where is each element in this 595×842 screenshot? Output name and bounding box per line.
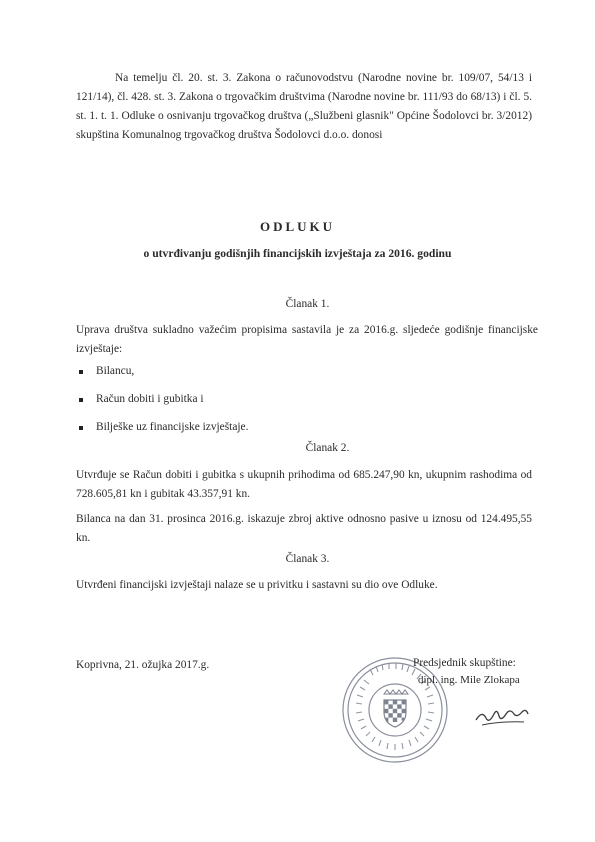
- signatory-name: dipl. ing. Mile Zlokapa: [418, 674, 520, 686]
- article-1-text: Uprava društva sukladno važećim propisima sastavila je za 2016.g. sljedeće godišnje financijske izvještaje:: [76, 324, 538, 355]
- document-title: ODLUKU: [259, 219, 336, 234]
- list-item: [76, 362, 248, 390]
- place-date: Koprivna, 21. ožujka 2017.g.: [76, 659, 210, 671]
- document-subtitle: o utvrđivanju godišnjih financijskih izvještaja za 2016. godinu: [143, 247, 452, 260]
- list-item-label: Bilješke uz financijske izvještaje.: [96, 421, 249, 433]
- article-3-heading: Članak 3.: [285, 553, 330, 565]
- article-2-paragraph-1: Utvrđuje se Račun dobiti i gubitka s ukupnih prihodima od 685.247,90 kn, ukupnim rashodima od 728.605,81 kn i gubitak 43.357,91 kn.: [76, 469, 532, 500]
- signatory-title: Predsjednik skupštine:: [413, 657, 516, 669]
- list-item-label: Bilancu,: [96, 365, 135, 377]
- intro-paragraph: Na temelju čl. 20. st. 3. Zakona o računovodstvu (Narodne novine br. 109/07, 54/13 i 121/14), čl. 428. st. 3. Zakona o trgovačkim društvima (Narodne novine br. 111/93 do 68/13) i čl. 5. st. 1. t. 1. Odluke o osnivanju trgovačkog društva („Službeni glasnik" Općine Šodolovci br. 3/2012) skupština Komunalnog trgovačkog društva Šodolovci d.o.o. donosi: [76, 72, 532, 141]
- bullet-icon: [79, 426, 83, 430]
- article-2-paragraph-2: Bilanca na dan 31. prosinca 2016.g. iskazuje zbroj aktive odnosno pasive u iznosu od 124.495,55 kn.: [76, 513, 532, 544]
- coat-of-arms-icon: [384, 690, 408, 727]
- report-list: [76, 362, 248, 446]
- article-2-heading: Članak 2.: [305, 442, 350, 454]
- list-item-label: Račun dobiti i gubitka i: [96, 393, 204, 405]
- official-stamp-icon: [340, 655, 450, 765]
- bullet-icon: [79, 398, 83, 402]
- article-3-text: Utvrđeni financijski izvještaji nalaze se u privitku i sastavni su dio ove Odluke.: [76, 579, 438, 591]
- handwritten-signature-icon: [472, 700, 532, 730]
- list-item: [76, 390, 248, 418]
- article-1-heading: Članak 1.: [285, 298, 330, 310]
- bullet-icon: [79, 370, 83, 374]
